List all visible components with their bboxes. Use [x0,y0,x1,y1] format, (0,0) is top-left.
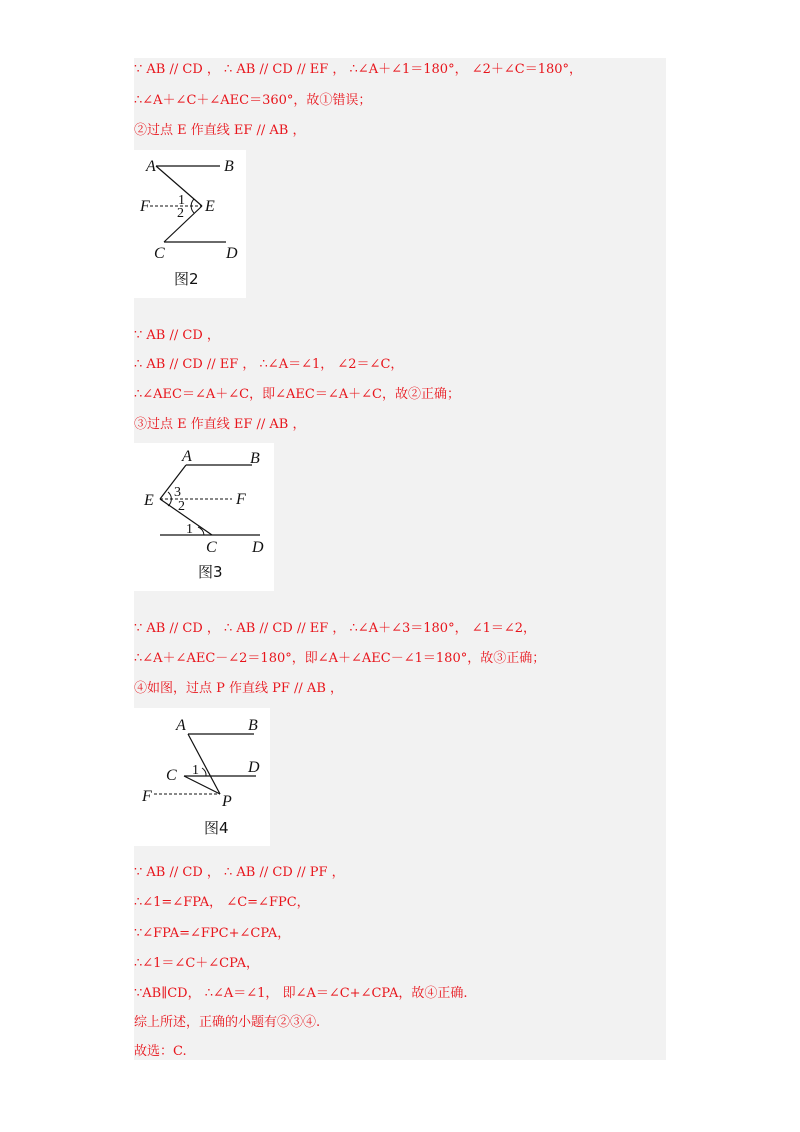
fig2-label-c: C [154,245,165,262]
fig3-angle-1: 1 [186,522,193,537]
solution-line-6: ∴∠AEC＝∠A＋∠C，即∠AEC＝∠A＋∠C，故②正确； [134,387,460,402]
solution-line-11: ∵ AB // CD ， ∴ AB // CD // PF ， [134,865,345,880]
fig2-label-b: B [224,158,234,175]
fig3-label-c: C [206,539,217,556]
fig3-angle-3: 3 [174,485,181,500]
fig4-angle-1: 1 [192,763,199,778]
solution-line-5: ∴ AB // CD // EF ， ∴∠A＝∠1， ∠2＝∠C， [134,357,404,372]
solution-line-15: ∵AB∥CD， ∴∠A＝∠1， 即∠A＝∠C+∠CPA，故④正确. [134,986,468,1001]
fig4-label-a: A [176,717,186,734]
solution-line-1: ∵ AB // CD ， ∴ AB // CD // EF ， ∴∠A＋∠1＝180°， ∠2＋∠C＝180°， [134,62,583,77]
fig3-label-e: E [144,492,154,509]
solution-line-13: ∵∠FPA=∠FPC+∠CPA， [134,926,291,941]
solution-line-12: ∴∠1=∠FPA， ∠C=∠FPC， [134,895,310,910]
fig3-label-f: F [236,491,246,508]
fig4-label-d: D [248,759,260,776]
fig4-label-p: P [222,793,232,810]
fig2-angle-2: 2 [177,206,184,221]
fig2-label-d: D [226,245,238,262]
solution-line-4: ∵ AB // CD ， [134,328,220,343]
solution-line-2: ∴∠A＋∠C＋∠AEC＝360°，故①错误； [134,93,372,108]
solution-line-7: ③过点 E 作直线 EF // AB ， [134,417,306,432]
fig2-caption: 图2 [174,270,199,288]
solution-line-3: ②过点 E 作直线 EF // AB ， [134,123,306,138]
fig3-label-b: B [250,450,260,467]
fig4-label-f: F [142,788,152,805]
solution-answer: 故选：C. [134,1044,187,1059]
solution-line-14: ∴∠1＝∠C＋∠CPA， [134,956,260,971]
solution-line-9: ∴∠A＋∠AEC－∠2＝180°，即∠A＋∠AEC－∠1＝180°，故③正确； [134,651,546,666]
solution-line-10: ④如图，过点 P 作直线 PF // AB ， [134,681,344,696]
fig2-angle-1: 1 [178,193,185,208]
fig3-label-d: D [252,539,264,556]
fig3-angle-2: 2 [178,499,185,514]
fig4-label-c: C [166,767,177,784]
solution-line-8: ∵ AB // CD ， ∴ AB // CD // EF ， ∴∠A＋∠3＝180°， ∠1＝∠2， [134,621,537,636]
solution-conclusion: 综上所述，正确的小题有②③④. [134,1015,321,1030]
fig2-label-e: E [205,198,215,215]
fig4-label-b: B [248,717,258,734]
fig3-caption: 图3 [198,563,223,581]
fig2-label-f: F [140,198,150,215]
figure-4 [134,708,270,846]
figure-2 [134,150,246,298]
fig3-label-a: A [182,448,192,465]
figure-3 [134,443,274,591]
fig4-caption: 图4 [204,819,229,837]
fig2-label-a: A [146,158,156,175]
